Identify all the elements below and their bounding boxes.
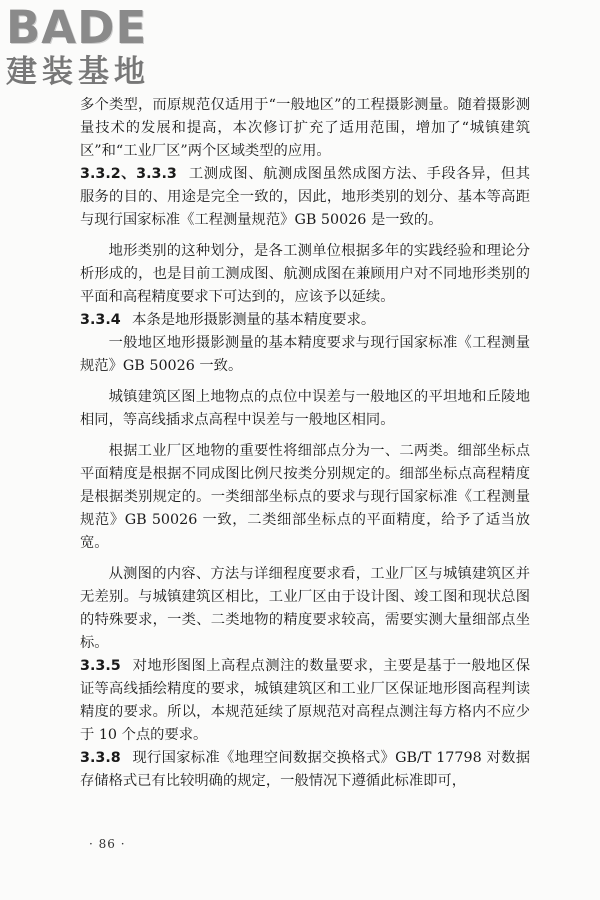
clause-3-3-2: 3.3.2、3.3.3 工测成图、航测成图虽然成图方法、手段各异，但其服务的目的、用途是完全一致的，因此，地形类别的划分、基本等高距与现行国家标准《工程测量规范》GB 50026 是一致的。 <box>80 166 531 228</box>
paragraph: 地形类别的这种划分，是各工测单位根据多年的实践经验和理论分析形成的，也是目前工测成图、航测成图在兼顾用户对不同地形类别的平面和高程精度要求下可达到的，应该予以延续。 <box>80 243 530 305</box>
section-number: 3.3.4 <box>80 312 121 328</box>
bade-logo <box>6 1 176 94</box>
logo-subtitle: 建装基地 <box>6 54 150 90</box>
page-body <box>80 94 530 793</box>
paragraph-intro-continued: 多个类型，而原规范仅适用于“一般地区”的工程摄影测量。随着摄影测量技术的发展和提高，本次修订扩充了适用范围，增加了“城镇建筑区”和“工业厂区”两个区域类型的应用。 <box>80 97 530 159</box>
section-number: 3.3.2、3.3.3 <box>80 166 177 182</box>
paragraph: 从测图的内容、方法与详细程度要求看，工业厂区与城镇建筑区并无差别。与城镇建筑区相比，工业厂区由于设计图、竣工图和现状总图的特殊要求，一类、二类地物的精度要求较高，需要实测大量细部点坐标。 <box>80 566 530 651</box>
section-number: 3.3.8 <box>80 750 121 766</box>
clause-3-3-5: 3.3.5 对地形图图上高程点测注的数量要求，主要是基于一般地区保证等高线插绘精度的要求，城镇建筑区和工业厂区保证地形图高程判读精度的要求。所以，本规范延续了原规范对高程点测注每方格内不应少于 10 个点的要求。 <box>80 658 530 743</box>
logo-wordmark: BADE <box>6 1 148 54</box>
section-number: 3.3.5 <box>80 658 121 674</box>
paragraph: 根据工业厂区地物的重要性将细部点分为一、二两类。细部坐标点平面精度是根据不同成图比例尺按类分别规定的。细部坐标点高程精度是根据类别规定的。一类细部坐标点的要求与现行国家标准《工程测量规范》GB 50026 一致，二类细部坐标点的平面精度，给予了适当放宽。 <box>80 443 530 551</box>
page-number: · 86 · <box>89 837 126 851</box>
clause-3-3-4: 3.3.4 本条是地形摄影测量的基本精度要求。 <box>80 312 376 328</box>
clause-3-3-8: 3.3.8 现行国家标准《地理空间数据交换格式》GB/T 17798 对数据存储格式已有比较明确的规定，一般情况下遵循此标准即可， <box>80 750 530 789</box>
paragraph: 城镇建筑区图上地物点的点位中误差与一般地区的平坦地和丘陵地相同，等高线插求点高程中误差与一般地区相同。 <box>80 389 530 428</box>
paragraph: 一般地区地形摄影测量的基本精度要求与现行国家标准《工程测量规范》GB 50026 一致。 <box>80 335 530 374</box>
